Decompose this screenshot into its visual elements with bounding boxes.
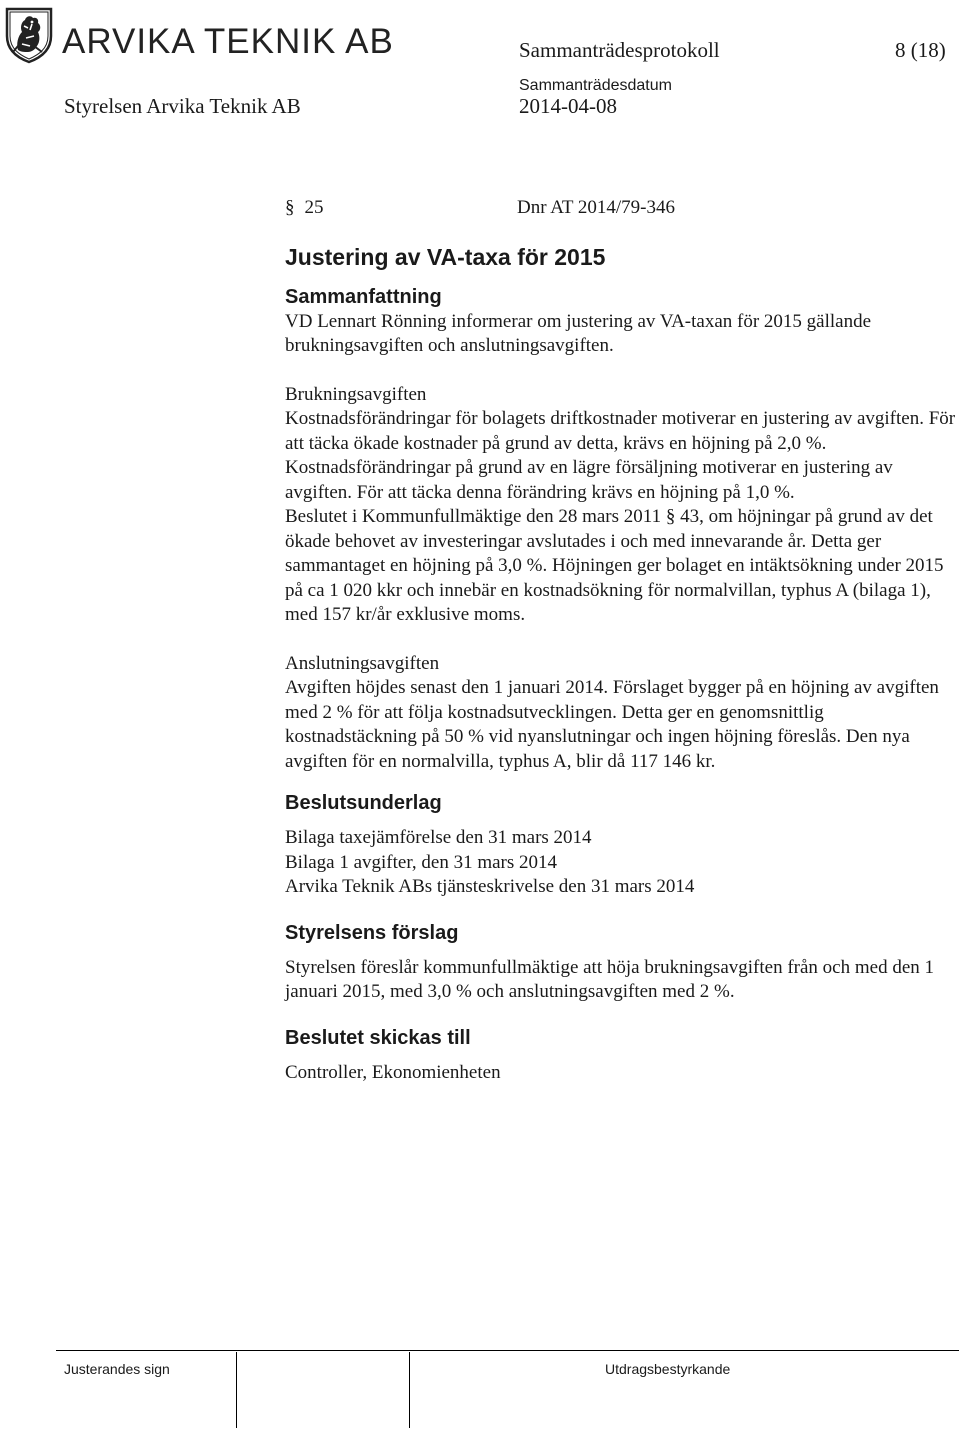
basis-heading: Beslutsunderlag: [285, 792, 442, 814]
section-number-group: [285, 196, 517, 221]
usage-fee-text: Kostnadsförändringar för bolagets driftkostnader motiverar en justering av avgiften. För att täcka ökade kostnader på grund av detta, krävs en höjning på 2,0 %. Kostnadsförändringar på grund av en lägre försäljning motiverar en justering av avgiften. För att täcka denna förändring krävs en höjning på 1,0 %.: [285, 408, 956, 503]
company-logo-text: ARVIKA TEKNIK AB: [62, 22, 394, 61]
usage-fee-decision-text: Beslutet i Kommunfullmäktige den 28 mars 2011 § 43, om höjningar på grund av det ökade behovet av investeringar avslutades i och med innevarande år. Detta ger sammantaget en höjning på 3,0 %. Höjningen ger bolaget en intäktsökning under 2015 på ca 1 020 kkr och innebär en kostnadsökning för normalvillan, typhus A (bilaga 1), med 157 kr/år exklusive moms.: [285, 506, 944, 625]
registration-number: Dnr AT 2014/79-346: [517, 197, 675, 218]
organization-name: Styrelsen Arvika Teknik AB: [64, 94, 301, 118]
basis-item: Arvika Teknik ABs tjänsteskrivelse den 31 mars 2014: [285, 876, 695, 897]
meeting-date: 2014-04-08: [519, 94, 617, 118]
section-sign: §: [285, 197, 295, 218]
protocol-body: [285, 196, 957, 1085]
footer-divider: [56, 1350, 959, 1351]
board-proposal-heading: Styrelsens förslag: [285, 921, 459, 944]
basis-item: Bilaga 1 avgifter, den 31 mars 2014: [285, 851, 558, 873]
extract-certification-label: Utdragsbestyrkande: [605, 1361, 731, 1377]
basis-list: [285, 826, 957, 900]
recipients-heading: Beslutet skickas till: [285, 1026, 471, 1049]
spacer: [285, 946, 957, 956]
spacer: [285, 628, 957, 652]
signature-box-left-border: [236, 1352, 237, 1428]
summary-intro: VD Lennart Rönning informerar om justering av VA-taxan för 2015 gällande brukningsavgiften och anslutningsavgiften.: [285, 310, 872, 356]
section-number: 25: [304, 197, 324, 218]
spacer: [285, 1051, 957, 1061]
page-number: 8 (18): [895, 38, 946, 62]
coat-of-arms-icon: [4, 6, 54, 64]
spacer: [285, 816, 957, 826]
connection-fee-text: Avgiften höjdes senast den 1 januari 2014. Förslaget bygger på en höjning av avgiften med 2 % för att följa kostnadsutvecklingen. Detta ger en genomsnittlig kostnadstäckning på 50 % vid nyanslutningar och ingen höjning föreslås. Den nya avgiften för en normalvilla, typhus A, blir då 117 146 kr.: [285, 677, 939, 772]
summary-heading: Sammanfattning: [285, 285, 442, 308]
basis-item: Bilaga taxejämförelse den 31 mars 2014: [285, 827, 592, 848]
signature-box-right-border: [409, 1352, 410, 1428]
meeting-date-label: Sammanträdesdatum: [519, 77, 672, 94]
document-type: Sammanträdesprotokoll: [519, 38, 720, 62]
signature-label: Justerandes sign: [64, 1361, 170, 1377]
section-header: [285, 196, 957, 221]
spacer: [285, 359, 957, 383]
connection-fee-heading: Anslutningsavgiften: [285, 652, 440, 674]
usage-fee-heading: Brukningsavgiften: [285, 383, 427, 405]
recipients-text: Controller, Ekonomienheten: [285, 1061, 501, 1083]
section-title: Justering av VA-taxa för 2015: [285, 243, 606, 270]
board-proposal-text: Styrelsen föreslår kommunfullmäktige att höja brukningsavgiften från och med den 1 januari 2015, med 3,0 % och anslutningsavgiften med 2 %.: [285, 956, 934, 1002]
